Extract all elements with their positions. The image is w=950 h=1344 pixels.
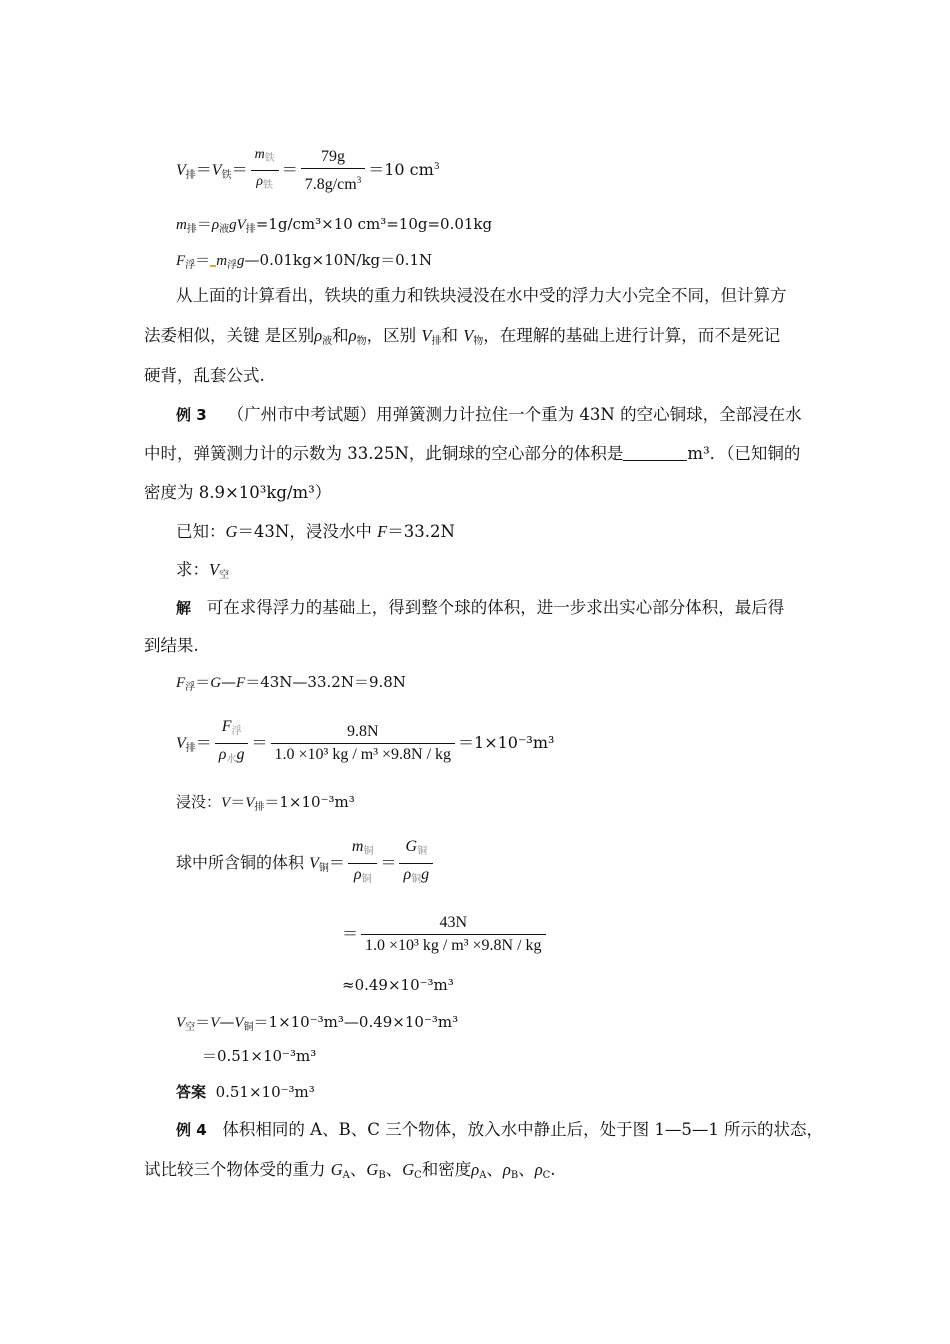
equation-immersed: 浸没：$V=V_排=1\times 10^{-3}m^3$ [176, 793, 355, 813]
equation-buoyancy: $F_浮=$ $m_浮g—0.01kg\times 10N/kg=0.1N$ [176, 251, 433, 271]
equation-v-displaced: $V_排=V_铁=$ $\frac{m_铁}{\rho_铁}$ ＝ $\frac{79g}{7.8g/cm^3}$ ＝10 $cm^3$ [176, 147, 440, 193]
answer-label: 答案 [176, 1083, 207, 1101]
example-label: 例 4 [176, 1121, 207, 1139]
example-4-line1: 例 4 体积相同的 A、B、C 三个物体，放入水中静止后，处于图 1—5—1 所示的状态， [176, 1120, 824, 1139]
example-3-line2: 中时，弹簧测力计的示数为 33.25N，此铜球的空心部分的体积是 m³．（已知铜的 [144, 444, 801, 463]
equation-v-empty: $V_空=V—V_铜=1\times 10^{-3}m^3—0.49\times 10^{-3}m^3$ [176, 1013, 459, 1033]
ask-line: 求：$V_空$ [176, 560, 230, 581]
solution-line1: 解 可在求得浮力的基础上，得到整个球的体积，进一步求出实心部分体积，最后得 [176, 598, 785, 617]
answer-line: 答案 0.51×10⁻³m³ [176, 1083, 315, 1101]
paragraph-line: 硬背，乱套公式. [144, 366, 265, 385]
equation-m-displaced: $m_排=\rho_液gV_排=1g/cm^3\times 10$ cm³=10g=0.01kg [176, 215, 493, 235]
solution-label: 解 [176, 599, 192, 617]
paragraph-line: 从上面的计算看出，铁块的重力和铁块浸没在水中受的浮力大小完全不同，但计算方 [176, 286, 787, 305]
answer-blank [623, 446, 687, 461]
example-3-line1: 例 3 （广州市中考试题）用弹簧测力计拉住一个重为 43N 的空心铜球，全部浸在水 [176, 405, 802, 424]
equation-v-empty-result: ＝0.51×10⁻³m³ [202, 1047, 317, 1065]
equation-v-displaced-calc: $V_排=$ $\frac{F_浮}{\rho_水g}$ ＝ $\frac{9.8N}{\text{1.0 ×10³ kg / m³ ×9.8N / kg}}$ ＝1×10⁻³m³ [176, 718, 555, 765]
known-line: 已知：G＝43N，浸没水中 F＝33.2N [176, 522, 455, 541]
equation-approx: ≈0.49×10⁻³m³ [342, 976, 454, 994]
example-3-line3: 密度为 8.9×10³kg/m³） [144, 483, 332, 502]
paragraph-line: 法委相似，关键 是区别$\rho_液$和$\rho_物$，区别 $V_排$和 $V_物$，在理解的基础上进行计算，而不是死记 [144, 326, 781, 347]
equation-buoyancy-calc: $F_浮=G—F=43N—33.2N=9.8N$ [176, 673, 406, 693]
equation-v-copper-calc: ＝ $\frac{43N}{\text{1.0 ×10³ kg / m³ ×9.8N / kg}}$ [342, 914, 549, 955]
solution-line2: 到结果. [144, 636, 199, 655]
example-4-line2: 试比较三个物体受的重力 $G_A$、$G_B$、$G_C$和密度$\rho_A$、$\rho_B$、$\rho_C$. [144, 1160, 556, 1181]
equation-v-copper: 球中所含铜的体积 $V_铜=$ $\frac{m_铜}{\rho_铜}$ ＝ $\frac{G_铜}{\rho_铜g}$ [176, 838, 436, 889]
example-label: 例 3 [176, 406, 207, 424]
